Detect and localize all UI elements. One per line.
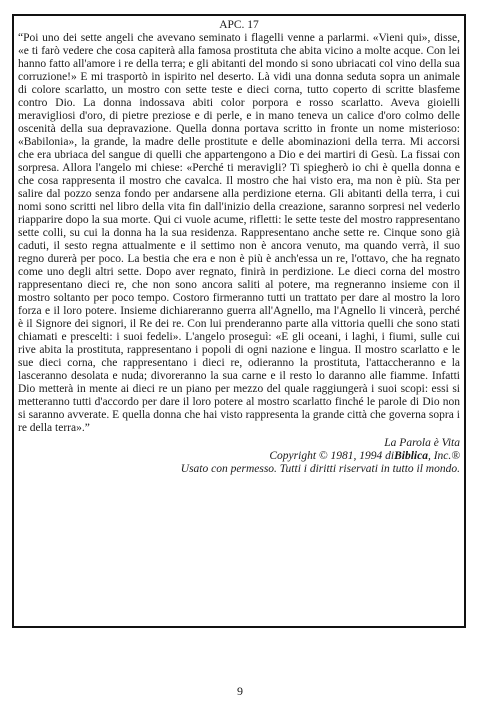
source-title: La Parola è Vita: [384, 437, 460, 449]
permission-notice: Usato con permesso. Tutti i diritti riservati in tutto il mondo.: [180, 463, 460, 475]
copyright-suffix: , Inc.®: [427, 450, 460, 462]
credits-block: [18, 437, 460, 476]
copyright-brand: Biblica: [394, 450, 428, 462]
copyright-line: [18, 450, 460, 463]
chapter-heading: APC. 17: [219, 19, 259, 31]
copyright-prefix: Copyright © 1981, 1994 di: [269, 450, 395, 462]
scripture-text: “Poi uno dei sette angeli che avevano seminato i flagelli venne a parlarmi. «Vieni qui», disse, «e ti farò vedere che cosa capiterà alla famosa prostituta che abita vicino a molte acque. Con lei hanno fatto all'amore i re della terra; e gli abitanti del mondo si sono ubriacati col vino della sua corruzione!» E mi trasportò in ispirito nel deserto. Là vidi una donna seduta sopra un animale di colore scarlatto, un mostro con sette teste e dieci corna, tutto coperto di scritte blasfeme contro Dio. La donna indossava abiti color porpora e rosso scarlatto. Aveva gioielli meravigliosi d'oro, di pietre preziose e di perle, e in mano teneva un calice d'oro colmo delle oscenità della sua depravazione. Quella donna portava scritto in fronte un nome misterioso: «Babilonia», la grande, la madre delle prostitute e delle abominazioni della terra. Mi accorsi che era ubriaca del sangue di quelli che appartengono a Dio e dei martiri di Gesù. La fissai con sorpresa. Allora l'angelo mi chiese: «Perché ti meravigli? Ti spiegherò io chi è quella donna e che cosa rappresenta il mostro che cavalca. Il mostro che hai visto era, ma non è più. Sta per salire dal pozzo senza fondo per andarsene alla perdizione eterna. Gli abitanti della terra, i cui nomi sono scritti nel libro della vita fin dall'inizio della creazione, saranno sorpresi nel vederlo riapparire dopo la sua morte. Qui ci vuole acume, rifletti: le sette teste del mostro rappresentano sette colli, su cui la donna ha la sua residenza. Rappresentano anche sette re. Cinque sono già caduti, il sesto regna attualmente e il settimo non è ancora venuto, ma quando verrà, il suo regno durerà per poco. La bestia che era e non è più è anch'essa un re, l'ottavo, che ha regnato come uno degli altri sette. Dopo aver regnato, finirà in perdizione. Le dieci corna del mostro rappresentano dieci re, che non sono ancora saliti al potere, ma regneranno insieme con il mostro soltanto per poco tempo. Costoro firmeranno tutti un trattato per dare al mostro la loro forza e il loro potere. Insieme dichiareranno guerra all'Agnello, ma l'Agnello li vincerà, perché è il Signore dei signori, il Re dei re. Con lui prenderanno parte alla vittoria quelli che sono stati chiamati e prescelti: i suoi fedeli». L'angelo proseguì: «E gli oceani, i laghi, i fiumi, sulle cui rive abita la prostituta, rappresentano i popoli di ogni nazione e lingua. Il mostro scarlatto e le sue dieci corna, che rappresentano i dieci re, odieranno la prostituta, l'attaccheranno e la lasceranno desolata e nuda; divoreranno la sua carne e il resto lo daranno alle fiamme. Infatti Dio metterà in mente ai dieci re un piano per mezzo del quale raggiungerà i suoi scopi: essi si metteranno tutti d'accordo per dare il loro potere al mostro scarlatto finché le parole di Dio non si saranno avverate. E quella donna che hai visto rappresenta la grande città che governa sopra i re della terra».”: [18, 32, 460, 434]
page-number: 9: [237, 684, 243, 698]
scripture-box: [12, 14, 466, 628]
